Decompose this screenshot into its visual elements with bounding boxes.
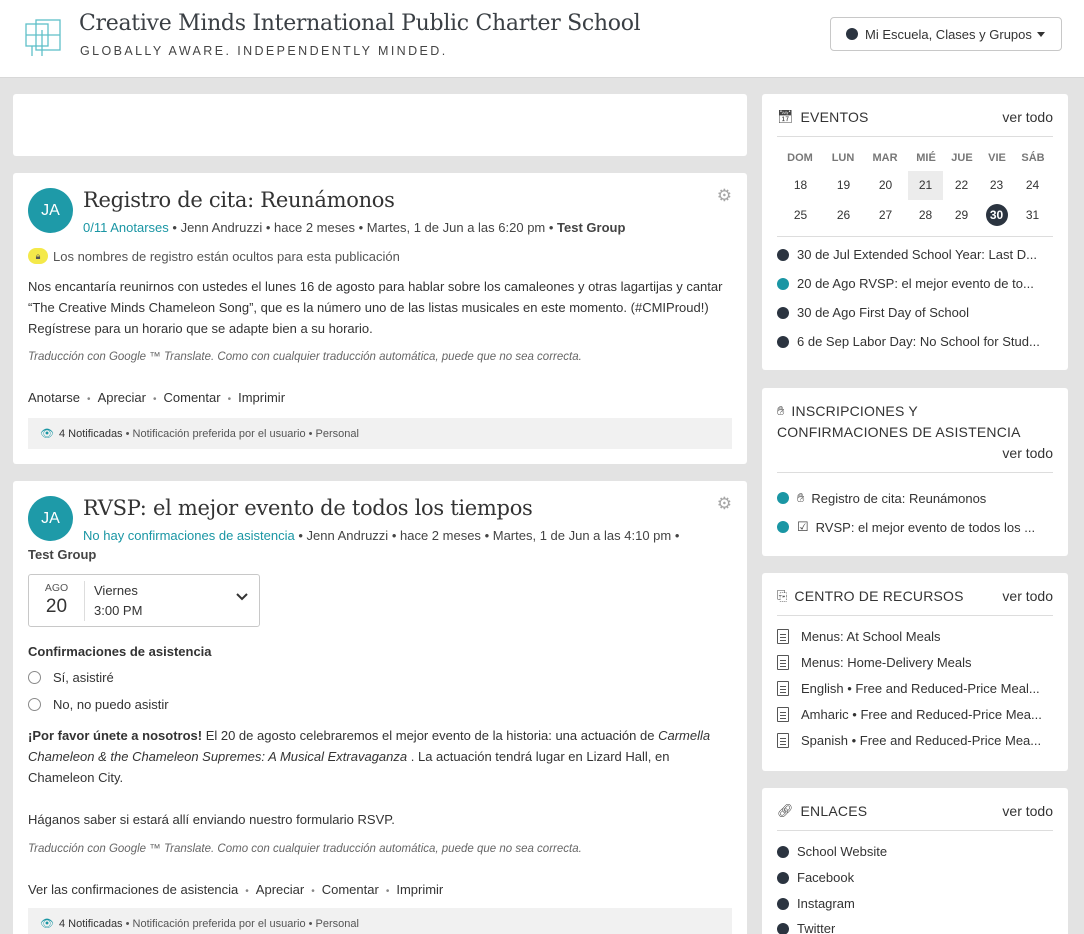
rsvp-status-link[interactable]: No hay confirmaciones de asistencia xyxy=(83,528,295,543)
calendar-day[interactable]: 22 xyxy=(954,178,969,192)
menu-dot-icon xyxy=(846,28,858,40)
divider xyxy=(777,830,1053,831)
document-icon xyxy=(777,655,789,670)
resource-item[interactable] xyxy=(777,655,1053,670)
weekday-header: VIE xyxy=(988,152,1006,164)
event-time: 3:00 PM xyxy=(94,603,143,618)
radio-circle[interactable] xyxy=(28,671,41,684)
post-time-ago: hace 2 meses xyxy=(400,528,481,543)
avatar[interactable]: JA xyxy=(28,496,73,541)
signups-view-all-link[interactable]: ver todo xyxy=(1002,445,1053,461)
document-icon xyxy=(777,733,789,748)
signup-count-link[interactable]: 0/11 Anotarses xyxy=(83,220,169,235)
link-item-label: Facebook xyxy=(797,870,855,885)
link-item-label: School Website xyxy=(797,844,888,859)
link-dot-icon xyxy=(777,923,789,934)
divider xyxy=(777,136,1053,137)
weekday-header: SÁB xyxy=(1021,152,1045,164)
rsvp-yes-label: Sí, asistiré xyxy=(53,670,114,685)
signup-item[interactable] xyxy=(777,519,1053,535)
events-panel xyxy=(762,94,1068,370)
files-icon: ⎘ xyxy=(777,588,788,603)
calendar-day[interactable]: 31 xyxy=(1025,208,1040,222)
resources-panel xyxy=(762,573,1068,771)
post-title[interactable]: RVSP: el mejor evento de todos los tiempos xyxy=(83,496,533,520)
avatar[interactable]: JA xyxy=(28,188,73,233)
calendar-day[interactable]: 27 xyxy=(878,208,893,222)
link-dot-icon xyxy=(777,898,789,910)
calendar-day-selected[interactable]: 21 xyxy=(908,171,943,200)
rsvp-label: Confirmaciones de asistencia xyxy=(28,644,212,659)
event-day: 20 xyxy=(45,596,68,617)
notification-bar xyxy=(28,908,732,934)
link-item[interactable] xyxy=(777,870,1053,885)
post-body: Nos encantaría reunirnos con ustedes el lunes 16 de agosto para hablar sobre los camaleones y otras lagartijas y cantar “The Creative Minds Chameleon Song”, que es la número uno de las listas musicales en este momento. (#CMIProud!) Regístrese para un horario que se adapte bien a su horario. xyxy=(28,279,723,336)
lock-icon: 🔒︎ xyxy=(28,248,48,264)
translation-note: Traducción con Google ™ Translate. Como con cualquier traducción automática, puede que no sea correcta. xyxy=(28,843,582,855)
resource-item-label: Menus: At School Meals xyxy=(801,629,941,644)
notified-count[interactable]: 4 Notificadas xyxy=(58,427,123,440)
post-body-p2: Háganos saber si estará allí enviando nuestro formulario RSVP. xyxy=(28,812,395,827)
school-menu-dropdown[interactable] xyxy=(830,17,1062,51)
rsvp-no-radio[interactable] xyxy=(28,697,169,712)
event-item[interactable] xyxy=(777,305,1053,320)
post-body-p1b: . La actuación tendrá lugar en Lizard Hall, en Chameleon City. xyxy=(28,749,670,785)
events-view-all-link[interactable]: ver todo xyxy=(1002,109,1053,125)
post-body-italic: Carmella Chameleon & the Chameleon Supremes: A Musical Extravaganza xyxy=(28,728,711,764)
post-date: Martes, 1 de Jun a las 4:10 pm xyxy=(492,528,672,543)
calendar-day[interactable]: 29 xyxy=(954,208,969,222)
link-item[interactable] xyxy=(777,896,1053,911)
post-author: Jenn Andruzzi xyxy=(306,528,389,543)
event-dot-icon xyxy=(777,336,789,348)
links-view-all-link[interactable]: ver todo xyxy=(1002,803,1053,819)
post-card-rsvp xyxy=(13,481,747,934)
events-title: EVENTOS xyxy=(800,109,869,125)
resource-item-label: Spanish • Free and Reduced-Price Mea... xyxy=(801,733,1042,748)
resource-item[interactable] xyxy=(777,707,1053,722)
calendar-day[interactable]: 23 xyxy=(989,178,1004,192)
event-weekday: Viernes xyxy=(94,583,138,598)
notified-count[interactable]: 4 Notificadas xyxy=(58,917,123,930)
calendar-day[interactable]: 19 xyxy=(836,178,851,192)
link-item[interactable] xyxy=(777,921,1053,934)
private-note-text: Los nombres de registro están ocultos para esta publicación xyxy=(53,248,400,264)
event-item[interactable] xyxy=(777,276,1053,291)
school-logo-icon xyxy=(22,16,66,60)
signup-dot-icon xyxy=(777,521,789,533)
links-title: ENLACES xyxy=(800,803,868,819)
today-number: 30 xyxy=(986,204,1008,226)
resources-title: CENTRO DE RECURSOS xyxy=(794,588,964,604)
calendar-day[interactable]: 24 xyxy=(1025,178,1040,192)
link-dot-icon xyxy=(777,872,789,884)
calendar-day[interactable]: 18 xyxy=(793,178,808,192)
post-group[interactable]: Test Group xyxy=(557,220,626,235)
link-item-label: Instagram xyxy=(797,896,855,911)
event-date-selector[interactable] xyxy=(28,574,260,627)
school-menu-label: Mi Escuela, Clases y Grupos xyxy=(865,26,1032,42)
hand-icon: ✋︎ xyxy=(797,490,805,505)
links-panel xyxy=(762,788,1068,934)
chevron-down-icon xyxy=(235,589,249,603)
resource-item[interactable] xyxy=(777,733,1053,748)
resource-item[interactable] xyxy=(777,629,1053,644)
weekday-header: MAR xyxy=(872,152,898,164)
school-tagline: GLOBALLY AWARE. INDEPENDENTLY MINDED. xyxy=(80,44,448,58)
signup-dot-icon xyxy=(777,492,789,504)
calendar-day[interactable]: 28 xyxy=(918,208,933,222)
weekday-header: MIÉ xyxy=(916,152,936,164)
post-body-bold: ¡Por favor únete a nosotros! xyxy=(28,728,203,743)
event-item-label: 20 de Ago RVSP: el mejor evento de to... xyxy=(797,276,1034,291)
calendar-day[interactable]: 26 xyxy=(836,208,851,222)
event-dot-icon xyxy=(777,278,789,290)
event-item-label: 30 de Ago First Day of School xyxy=(797,305,969,320)
caret-down-icon xyxy=(1037,32,1045,37)
gear-icon[interactable]: ⚙ xyxy=(716,494,732,513)
resources-view-all-link[interactable]: ver todo xyxy=(1002,588,1053,604)
link-item[interactable] xyxy=(777,844,1053,859)
eye-icon: 👁︎ xyxy=(40,918,54,930)
radio-circle[interactable] xyxy=(28,698,41,711)
signups-title-line1: INSCRIPCIONES Y xyxy=(791,403,918,419)
resource-item-label: Menus: Home-Delivery Meals xyxy=(801,655,972,670)
document-icon xyxy=(777,681,789,696)
resource-item-label: Amharic • Free and Reduced-Price Mea... xyxy=(801,707,1042,722)
document-icon xyxy=(777,707,789,722)
school-name[interactable]: Creative Minds International Public Charter School xyxy=(79,11,641,36)
post-group[interactable]: Test Group xyxy=(28,547,97,562)
post-meta: No hay confirmaciones de asistencia • Jenn Andruzzi • hace 2 meses • Martes, 1 de Jun a las 4:10 pm • xyxy=(83,528,680,543)
divider xyxy=(777,472,1053,473)
post-meta: 0/11 Anotarses • Jenn Andruzzi • hace 2 meses • Martes, 1 de Jun a las 6:20 pm • Test Group xyxy=(83,220,626,235)
view-rsvps-action[interactable]: Ver las confirmaciones de asistencia xyxy=(28,882,239,897)
translation-note: Traducción con Google ™ Translate. Como con cualquier traducción automática, puede que no sea correcta. xyxy=(28,351,582,363)
signup-item-label: Registro de cita: Reunámonos xyxy=(811,490,987,506)
link-dot-icon xyxy=(777,846,789,858)
post-actions: Anotarse • Apreciar • Comentar • Imprimir xyxy=(28,390,286,405)
calendar-day[interactable]: 25 xyxy=(793,208,808,222)
resource-item[interactable] xyxy=(777,681,1053,696)
print-action[interactable]: Imprimir xyxy=(396,882,444,897)
divider xyxy=(84,581,85,621)
post-date: Martes, 1 de Jun a las 6:20 pm xyxy=(366,220,546,235)
checkbox-icon: ☑ xyxy=(797,519,809,534)
post-time-ago: hace 2 meses xyxy=(274,220,355,235)
signups-header xyxy=(777,403,1053,419)
weekday-header: LUN xyxy=(831,152,855,164)
calendar-day-today[interactable] xyxy=(979,201,1014,230)
post-author: Jenn Andruzzi xyxy=(180,220,263,235)
signups-panel xyxy=(762,388,1068,556)
comment-action[interactable]: Comentar xyxy=(163,390,221,405)
divider xyxy=(777,236,1053,237)
post-card-signup xyxy=(13,173,747,464)
event-item[interactable] xyxy=(777,247,1053,262)
appreciate-action[interactable]: Apreciar xyxy=(255,882,305,897)
empty-card xyxy=(13,94,747,156)
event-month: AGO xyxy=(44,582,69,594)
signup-item[interactable] xyxy=(777,490,1053,506)
event-dot-icon xyxy=(777,249,789,261)
weekday-header: JUE xyxy=(951,152,973,164)
private-note xyxy=(28,248,400,264)
weekday-header: DOM xyxy=(787,152,813,164)
post-body xyxy=(28,725,733,788)
event-item-label: 30 de Jul Extended School Year: Last D... xyxy=(797,247,1037,262)
rsvp-yes-radio[interactable] xyxy=(28,670,114,685)
comment-action[interactable]: Comentar xyxy=(321,882,379,897)
post-title[interactable]: Registro de cita: Reunámonos xyxy=(83,188,395,212)
appreciate-action[interactable]: Apreciar xyxy=(97,390,146,405)
header xyxy=(0,0,1084,78)
event-dot-icon xyxy=(777,307,789,319)
rsvp-no-label: No, no puedo asistir xyxy=(53,697,169,712)
post-actions: Ver las confirmaciones de asistencia • Apreciar • Comentar • Imprimir xyxy=(28,882,444,897)
divider xyxy=(777,615,1053,616)
event-item-label: 6 de Sep Labor Day: No School for Stud... xyxy=(797,334,1040,349)
notified-detail: • Notificación preferida por el usuario • Personal xyxy=(125,917,359,930)
link-icon: 🔗︎ xyxy=(777,803,794,818)
resource-item-label: English • Free and Reduced-Price Meal... xyxy=(801,681,1040,696)
event-item[interactable] xyxy=(777,334,1053,349)
calendar-icon: 📅︎ xyxy=(777,109,794,124)
gear-icon[interactable]: ⚙ xyxy=(716,186,732,205)
signup-item-label: RVSP: el mejor evento de todos los ... xyxy=(815,519,1036,535)
print-action[interactable]: Imprimir xyxy=(238,390,286,405)
hand-icon: ✋︎ xyxy=(777,403,785,418)
signups-header-line2 xyxy=(777,424,1053,440)
eye-icon: 👁︎ xyxy=(40,428,54,440)
signups-title-line2: CONFIRMACIONES DE ASISTENCIA xyxy=(777,424,1021,440)
notified-detail: • Notificación preferida por el usuario • Personal xyxy=(125,427,359,440)
notification-bar xyxy=(28,418,732,449)
document-icon xyxy=(777,629,789,644)
calendar-day[interactable]: 20 xyxy=(878,178,893,192)
link-item-label: Twitter xyxy=(797,921,836,934)
post-body-p1a: El 20 de agosto celebraremos el mejor evento de la historia: una actuación de xyxy=(202,728,659,743)
signup-action[interactable]: Anotarse xyxy=(28,390,81,405)
